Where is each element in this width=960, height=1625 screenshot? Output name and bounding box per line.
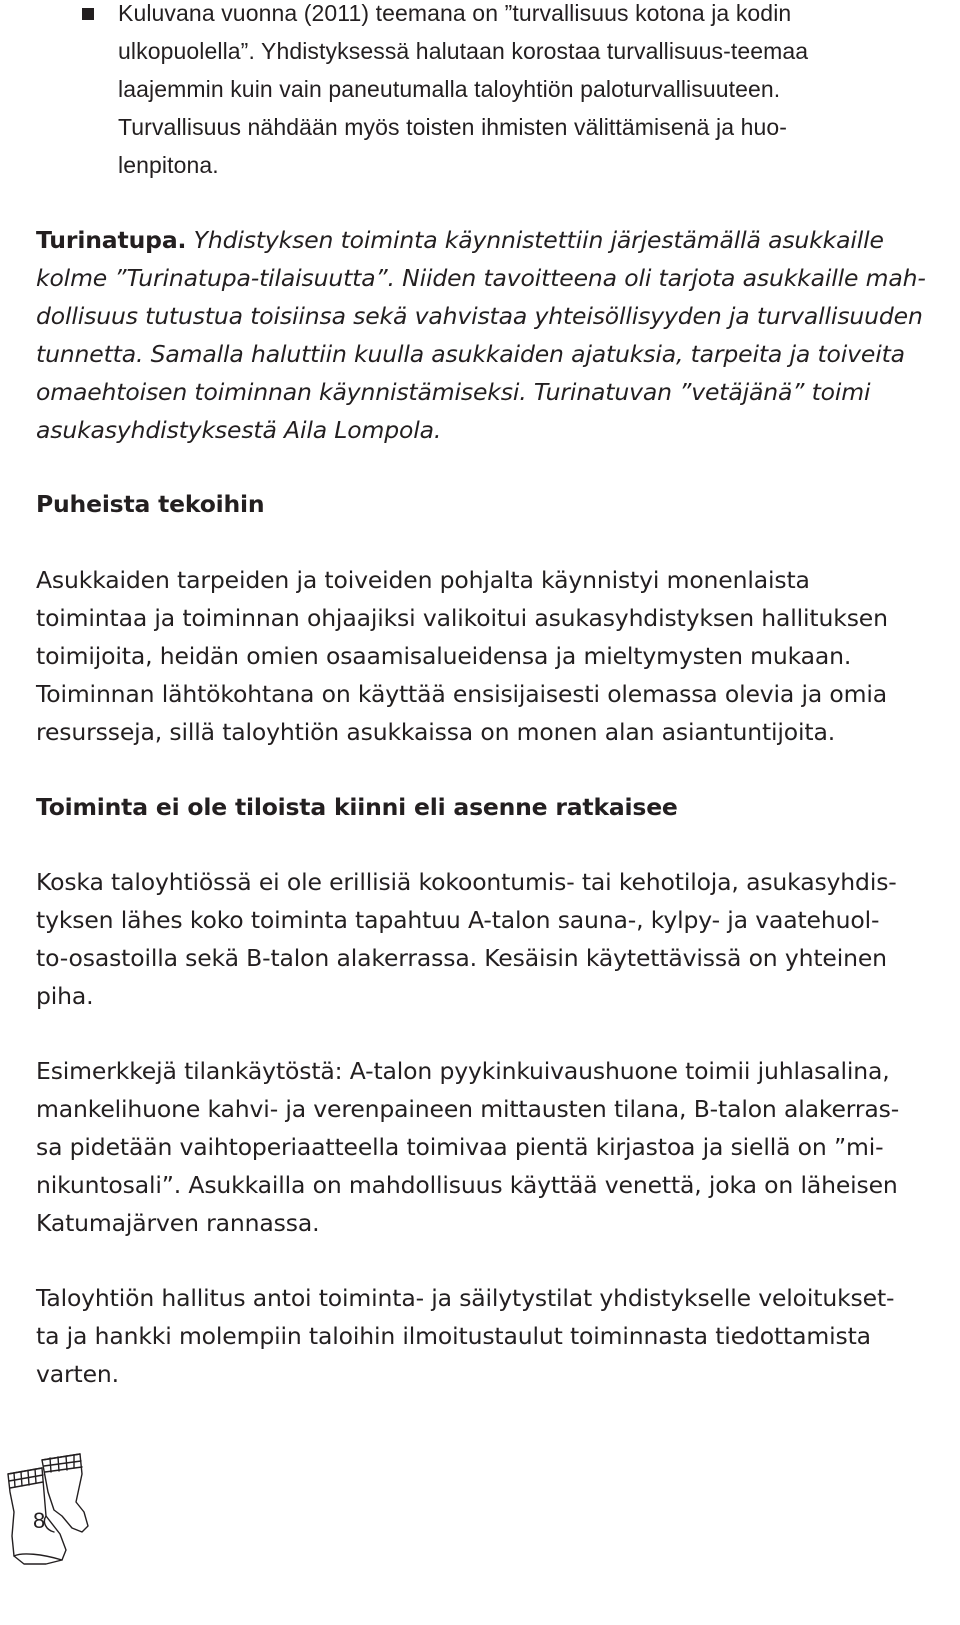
bullet-line: lenpitona. — [118, 152, 219, 178]
body-line: piha. — [36, 982, 94, 1010]
body-line: Koska taloyhtiössä ei ole erillisiä kokoontumis- tai kehotiloja, asukasyhdis- — [36, 868, 897, 896]
turinatupa-line: asukasyhdistyksestä Aila Lompola. — [36, 416, 442, 444]
body-line: Taloyhtiön hallitus antoi toiminta- ja säilytystilat yhdistykselle veloitukset- — [36, 1284, 895, 1312]
body-line: mankelihuone kahvi- ja verenpaineen mittausten tilana, B-talon alakerras- — [36, 1095, 900, 1123]
turinatupa-first-line — [36, 226, 884, 254]
bullet-line: ulkopuolella”. Yhdistyksessä halutaan korostaa turvallisuus-teemaa — [118, 38, 809, 64]
bullet-marker-icon — [82, 8, 94, 20]
body-line: resursseja, sillä taloyhtiön asukkaissa on monen alan asiantuntijoita. — [36, 718, 836, 746]
body-line: nikuntosali”. Asukkailla on mahdollisuus käyttää venettä, joka on läheisen — [36, 1171, 898, 1199]
page-number: 8 — [33, 1508, 46, 1533]
body-line: Toiminnan lähtökohtana on käyttää ensisijaisesti olemassa olevia ja omia — [36, 680, 888, 708]
bullet-line: laajemmin kuin vain paneutumalla taloyhtiön paloturvallisuuteen. — [118, 76, 781, 102]
body-line: sa pidetään vaihtoperiaatteella toimivaa pientä kirjastoa ja siellä on ”mi- — [36, 1133, 884, 1161]
body-line: varten. — [36, 1360, 119, 1388]
body-line: ta ja hankki molempiin taloihin ilmoitustaulut toiminnasta tiedottamista — [36, 1322, 871, 1350]
body-line: toimintaa ja toiminnan ohjaajiksi valikoitui asukasyhdistyksen hallituksen — [36, 604, 888, 632]
body-line: Asukkaiden tarpeiden ja toiveiden pohjalta käynnistyi monenlaista — [36, 566, 810, 594]
sock-icon — [2, 1452, 92, 1612]
turinatupa-lead: Turinatupa. — [36, 226, 187, 254]
turinatupa-line: omaehtoisen toiminnan käynnistämiseksi. Turinatuvan ”vetäjänä” toimi — [36, 378, 871, 406]
body-line: toimijoita, heidän omien osaamisalueidensa ja mieltymysten mukaan. — [36, 642, 852, 670]
bullet-line: Turvallisuus nähdään myös toisten ihmisten välittämisenä ja huo- — [118, 114, 788, 140]
bullet-line: Kuluvana vuonna (2011) teemana on ”turvallisuus kotona ja kodin — [118, 0, 792, 26]
section-heading-toiminta: Toiminta ei ole tiloista kiinni eli asenne ratkaisee — [36, 793, 678, 821]
body-line: tyksen lähes koko toiminta tapahtuu A-talon sauna-, kylpy- ja vaatehuol- — [36, 906, 880, 934]
body-line: to-osastoilla sekä B-talon alakerrassa. Kesäisin käytettävissä on yhteinen — [36, 944, 887, 972]
section-heading-puheista: Puheista tekoihin — [36, 490, 265, 518]
turinatupa-line: tunnetta. Samalla haluttiin kuulla asukkaiden ajatuksia, tarpeita ja toiveita — [36, 340, 905, 368]
body-line: Katumajärven rannassa. — [36, 1209, 320, 1237]
turinatupa-first-line-text: Yhdistyksen toiminta käynnistettiin järjestämällä asukkaille — [186, 226, 884, 254]
turinatupa-line: kolme ”Turinatupa-tilaisuutta”. Niiden tavoitteena oli tarjota asukkaille mah- — [36, 264, 926, 292]
turinatupa-line: dollisuus tutustua toisiinsa sekä vahvistaa yhteisöllisyyden ja turvallisuuden — [36, 302, 923, 330]
body-line: Esimerkkejä tilankäytöstä: A-talon pyykinkuivaushuone toimii juhlasalina, — [36, 1057, 890, 1085]
